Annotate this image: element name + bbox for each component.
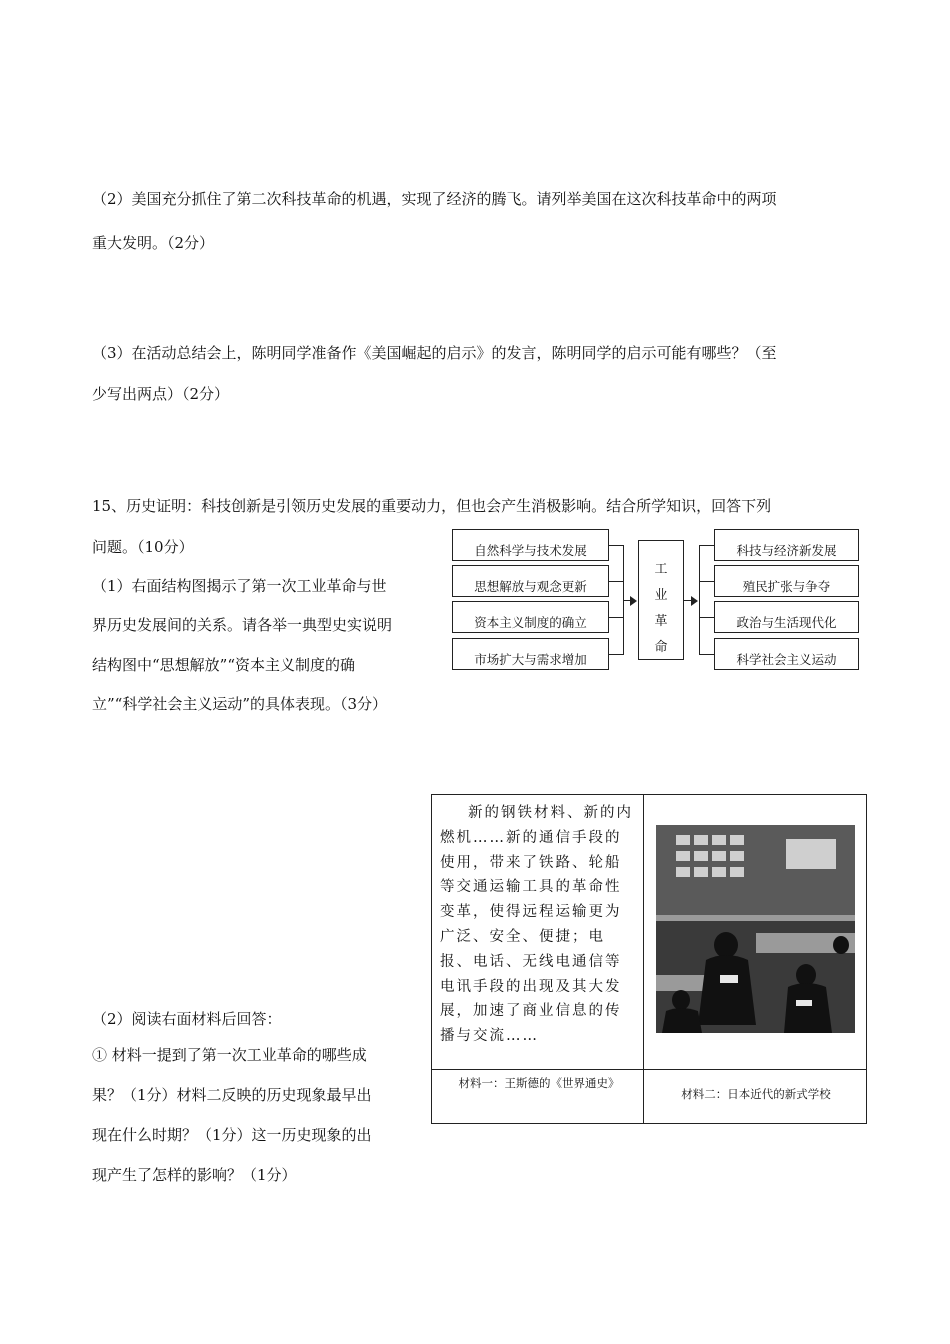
q15-sub2-line-5: 现产生了怎样的影响？（1分） [92,1166,297,1184]
diagram-right-box-2: 殖民扩张与争夺 [714,565,859,597]
connector [609,545,624,546]
q15-sub1-line-2: 界历史发展间的关系。请各举一典型史实说明 [92,616,393,634]
q15-sub1-line-3: 结构图中“思想解放”“资本主义制度的确 [92,656,356,674]
connector [609,581,624,582]
q15-sub2-line-4: 现在什么时期？（1分）这一历史现象的出 [92,1126,372,1144]
center-char: 工 [654,562,668,577]
connector [609,654,624,655]
diagram-left-box-3: 资本主义制度的确立 [452,601,609,633]
diagram-center-box [638,540,684,660]
diagram-right-box-3: 政治与生活现代化 [714,601,859,633]
diagram-right-box-4: 科学社会主义运动 [714,638,859,670]
q2-line-2: 重大发明。（2分） [92,234,215,252]
connector [699,545,700,655]
q15-sub2-line-3: 果？（1分）材料二反映的历史现象最早出 [92,1086,372,1104]
q15-line-1: 15、历史证明：科技创新是引领历史发展的重要动力，但也会产生消极影响。结合所学知识，回答下列 [92,497,772,515]
material-1-caption: 材料一：王斯德的《世界通史》 [458,1076,620,1090]
q15-sub1-line-4: 立”“科学社会主义运动”的具体表现。（3分） [92,695,388,713]
q3-line-1: （3）在活动总结会上，陈明同学准备作《美国崛起的启示》的发言，陈明同学的启示可能有哪些？（至 [92,344,777,362]
connector [609,617,624,618]
material-2-caption: 材料二：日本近代的新式学校 [681,1087,831,1101]
center-char: 命 [654,640,668,655]
q3-line-2: 少写出两点）（2分） [92,385,230,403]
diagram-left-box-1: 自然科学与技术发展 [452,529,609,561]
school-illustration-image [656,825,855,1033]
connector [699,581,714,582]
material-1-text: 新的钢铁材料、新的内燃机……新的通信手段的使用，带来了铁路、轮船等交通运输工具的革命性变革，使得远程运输更为广泛、安全、便捷；电报、电话、无线电通信等电讯手段的出现及其大发展，加速了商业信息的传播与交流…… [440,805,633,1045]
q15-sub1-line-1: （1）右面结构图揭示了第一次工业革命与世 [92,577,387,595]
q15-line-2: 问题。（10分） [92,538,194,556]
table-divider [643,795,644,1123]
q15-sub2-line-2: ① 材料一提到了第一次工业革命的哪些成 [92,1046,367,1064]
diagram-right-box-1: 科技与经济新发展 [714,529,859,561]
q2-line-1: （2）美国充分抓住了第二次科技革命的机遇，实现了经济的腾飞。请列举美国在这次科技革命中的两项 [92,190,777,208]
diagram-left-box-2: 思想解放与观念更新 [452,565,609,597]
table-divider [432,1069,866,1070]
q15-sub2-line-1: （2）阅读右面材料后回答： [92,1010,282,1028]
connector [699,545,714,546]
center-char: 业 [654,588,668,603]
center-char: 革 [654,614,668,629]
connector [699,654,714,655]
arrow-right-icon [630,596,637,606]
diagram-left-box-4: 市场扩大与需求增加 [452,638,609,670]
connector [699,617,714,618]
materials-table [431,794,867,1124]
arrow-right-icon [691,596,698,606]
